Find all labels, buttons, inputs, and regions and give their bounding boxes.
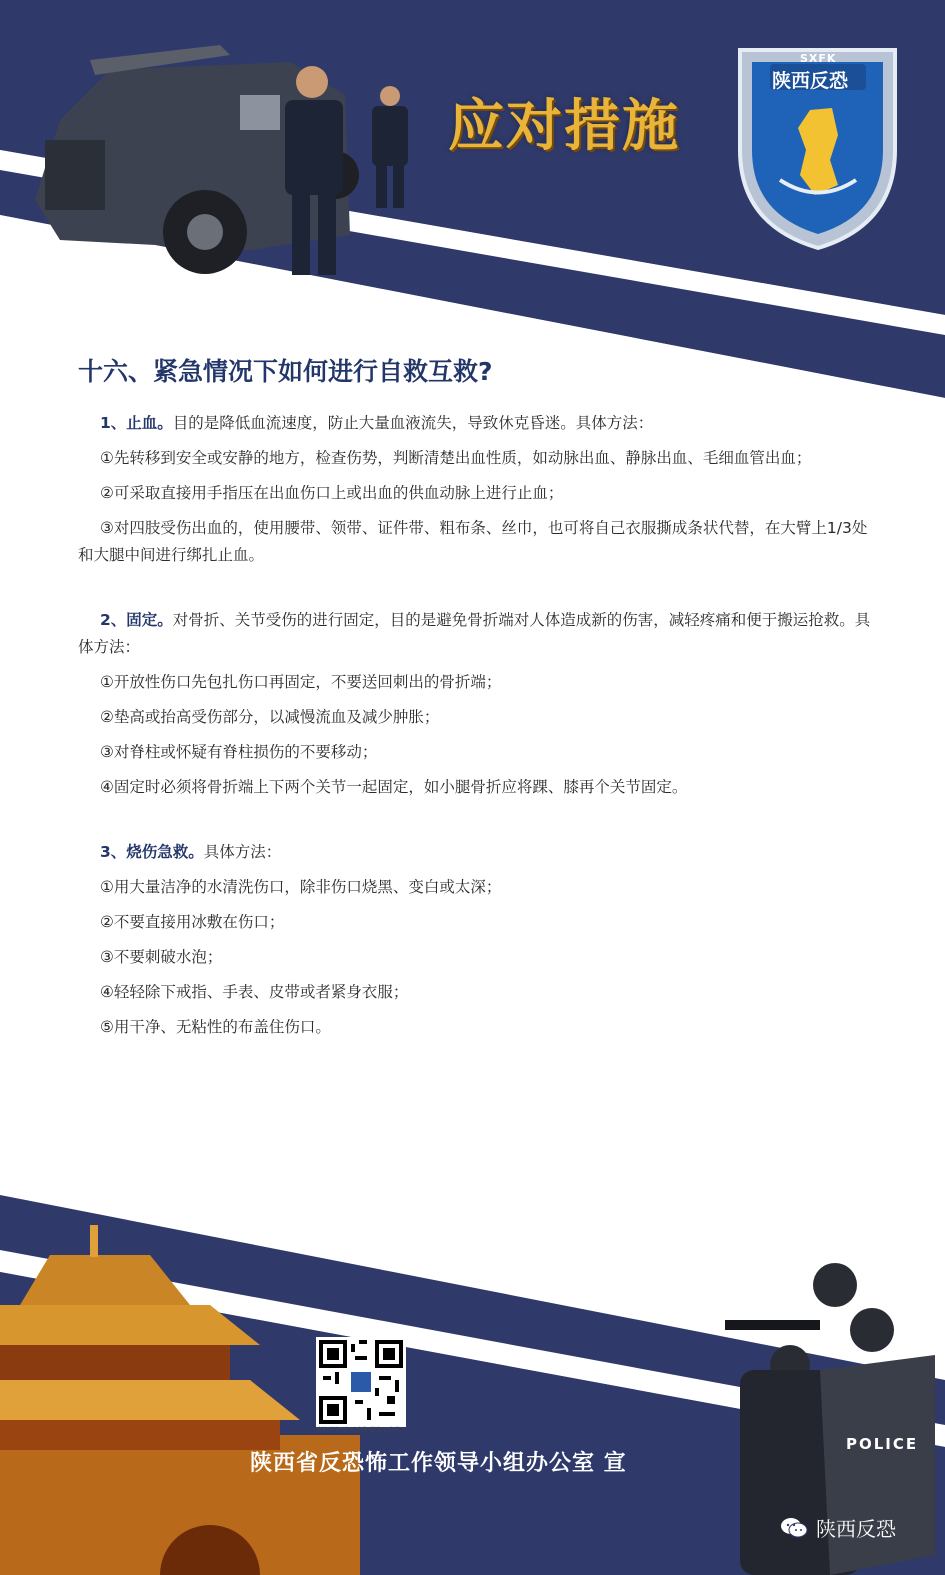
section-heading: 3、烧伤急救。 [100,843,204,861]
qr-code[interactable] [316,1337,406,1427]
list-item: ④轻轻除下戒指、手表、皮带或者紧身衣服； [100,983,409,1001]
list-item: ④固定时必须将骨折端上下两个关节一起固定，如小腿骨折应将踝、膝再个关节固定。 [100,778,688,796]
list-item: ③对脊柱或怀疑有脊柱损伤的不要移动； [100,743,378,761]
wechat-account-name: 陕西反恐 [816,1517,896,1541]
section-intro [78,839,878,866]
list-item: ②垫高或抬高受伤部分，以减慢流血及减少肿胀； [100,708,440,726]
qr-code-icon [319,1340,403,1424]
section-intro-text: 具体方法： [203,843,282,861]
article-body [78,352,878,1049]
section-intro [78,607,878,661]
list-item: ③不要刺破水泡； [100,948,223,966]
banner-title: 应对措施 [448,94,680,159]
section-intro-text: 对骨折、关节受伤的进行固定，目的是避免骨折端对人体造成新的伤害，减轻疼痛和便于搬运抢救。具体方法： [78,611,871,656]
list-item: ②可采取直接用手指压在出血伤口上或出血的供血动脉上进行止血； [100,484,564,502]
shield-police-label: POLICE [846,1435,919,1453]
section-burns [78,839,878,1041]
badge-abbreviation: SXFK [800,52,837,65]
section-heading: 1、止血。 [100,414,173,432]
qr-caption: 欢迎关注“陕西反恐”微信公众号 [315,1427,401,1434]
section-intro [78,410,878,437]
wechat-account[interactable] [780,1513,896,1542]
list-item: ①用大量洁净的水清洗伤口，除非伤口烧黑、变白或太深； [100,878,502,896]
list-item: ②不要直接用冰敷在伤口； [100,913,285,931]
list-item: ①开放性伤口先包扎伤口再固定，不要送回刺出的骨折端； [100,673,502,691]
wechat-icon [780,1517,808,1539]
section-fixation [78,607,878,801]
section-bleeding [78,410,878,569]
list-item: ③对四肢受伤出血的，使用腰带、领带、证件带、粗布条、丝巾，也可将自己衣服撕成条状代替，在大臂上1/3处和大腿中间进行绑扎止血。 [78,519,868,564]
section-intro-text: 目的是降低血流速度，防止大量血液流失，导致休克昏迷。具体方法： [172,414,654,432]
section-heading: 2、固定。 [100,611,173,629]
article-title: 十六、紧急情况下如何进行自救互救? [78,357,493,386]
list-item: ⑤用干净、无粘性的布盖住伤口。 [100,1018,331,1036]
badge-name: 陕西反恐 [772,70,849,92]
list-item: ①先转移到安全或安静的地方，检查伤势，判断清楚出血性质，如动脉出血、静脉出血、毛细血管出血； [100,449,812,467]
organization-credit: 陕西省反恐怖工作领导小组办公室 宣 [250,1451,627,1476]
